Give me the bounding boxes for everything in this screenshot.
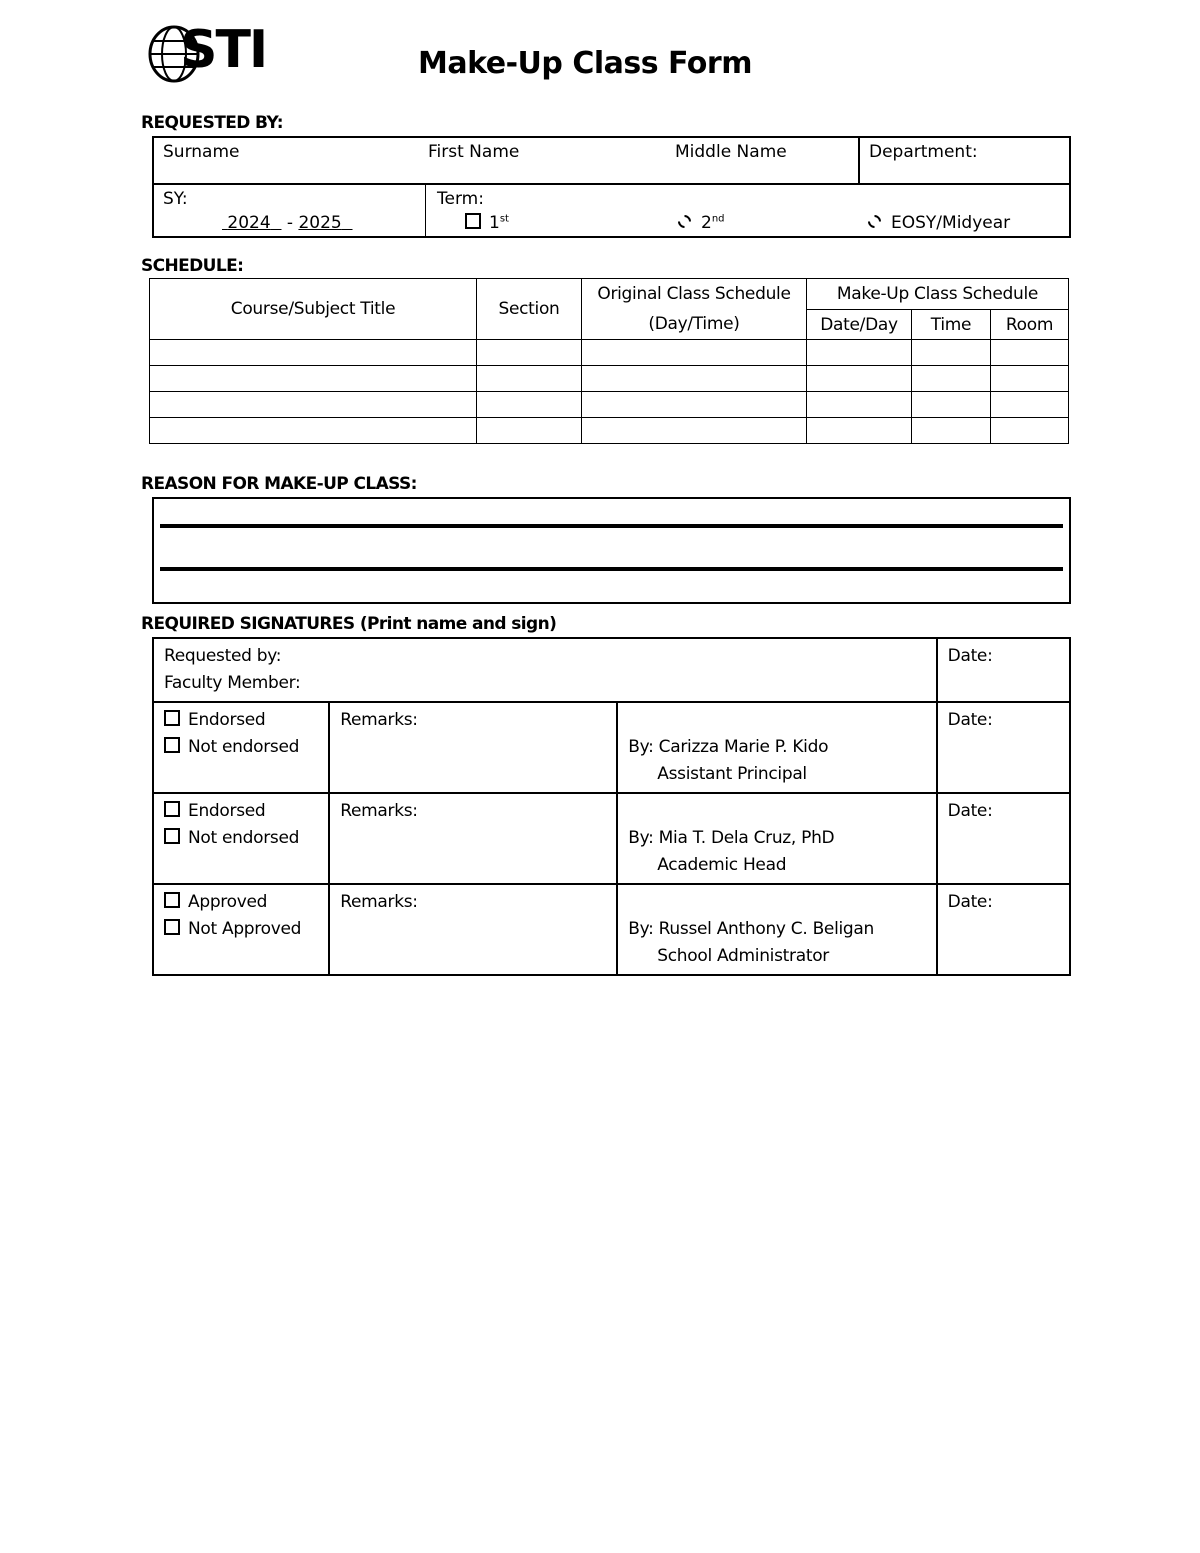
- schedule-cell[interactable]: [582, 340, 807, 366]
- reason-label: REASON FOR MAKE-UP CLASS:: [141, 474, 417, 494]
- header-course: Course/Subject Title: [150, 279, 477, 340]
- checkbox-icon[interactable]: [164, 892, 180, 908]
- signatures-label: REQUIRED SIGNATURES (Print name and sign): [141, 614, 557, 634]
- signatures-table: [152, 637, 1071, 976]
- not-endorsed-option[interactable]: Not endorsed: [164, 825, 318, 852]
- term-option-1st[interactable]: 1st: [465, 213, 509, 233]
- remarks-cell[interactable]: Remarks:: [329, 793, 617, 884]
- header-room: Room: [991, 310, 1069, 340]
- header-makeup: Make-Up Class Schedule: [807, 279, 1069, 310]
- schedule-cell[interactable]: [582, 366, 807, 392]
- schedule-cell[interactable]: [150, 366, 477, 392]
- schedule-cell[interactable]: [912, 340, 991, 366]
- requested-by-text: Requested by:: [164, 646, 282, 666]
- schedule-table: [149, 278, 1069, 444]
- header-time: Time: [912, 310, 991, 340]
- checkbox-icon[interactable]: [164, 737, 180, 753]
- checkbox-icon[interactable]: [164, 919, 180, 935]
- endorse-options: [153, 702, 329, 793]
- date-cell[interactable]: Date:: [937, 638, 1070, 702]
- remarks-cell[interactable]: Remarks:: [329, 884, 617, 975]
- reason-line: [160, 524, 1063, 528]
- approve-options: [153, 884, 329, 975]
- schedule-cell[interactable]: [150, 418, 477, 444]
- schedule-cell[interactable]: [150, 392, 477, 418]
- radio-icon[interactable]: [675, 212, 693, 230]
- signatory-role: Academic Head: [657, 855, 787, 875]
- endorsed-option[interactable]: Endorsed: [164, 707, 318, 734]
- first-name-label: First Name: [428, 142, 520, 162]
- schedule-cell[interactable]: [991, 340, 1069, 366]
- term-option-2nd[interactable]: 2nd: [678, 213, 725, 233]
- signatory-name: By: Carizza Marie P. Kido: [628, 737, 829, 757]
- department-label: Department:: [869, 142, 978, 162]
- signatory-role: School Administrator: [657, 946, 829, 966]
- schedule-cell[interactable]: [582, 392, 807, 418]
- signatory-cell: [617, 702, 936, 793]
- signatory-cell: [617, 793, 936, 884]
- sy-label: SY:: [163, 189, 188, 209]
- reason-box[interactable]: [152, 497, 1071, 604]
- schedule-cell[interactable]: [991, 392, 1069, 418]
- endorsed-option[interactable]: Endorsed: [164, 798, 318, 825]
- header-date-day: Date/Day: [807, 310, 912, 340]
- date-cell[interactable]: Date:: [937, 702, 1070, 793]
- radio-icon[interactable]: [865, 212, 883, 230]
- table-row: [150, 392, 1069, 418]
- checkbox-icon[interactable]: [465, 213, 481, 229]
- reason-line: [160, 567, 1063, 571]
- schedule-cell[interactable]: [807, 340, 912, 366]
- table-row: [150, 340, 1069, 366]
- signatory-name: By: Russel Anthony C. Beligan: [628, 919, 875, 939]
- schedule-cell[interactable]: [807, 418, 912, 444]
- schedule-cell[interactable]: [912, 366, 991, 392]
- checkbox-icon[interactable]: [164, 828, 180, 844]
- schedule-cell[interactable]: [477, 418, 582, 444]
- signatory-cell: [617, 884, 936, 975]
- signatory-role: Assistant Principal: [657, 764, 807, 784]
- requested-by-cell[interactable]: [153, 638, 937, 702]
- schedule-cell[interactable]: [477, 340, 582, 366]
- checkbox-icon[interactable]: [164, 710, 180, 726]
- not-endorsed-option[interactable]: Not endorsed: [164, 734, 318, 761]
- term-label: Term:: [437, 189, 484, 209]
- endorse-options: [153, 793, 329, 884]
- checkbox-icon[interactable]: [164, 801, 180, 817]
- schedule-cell[interactable]: [912, 418, 991, 444]
- date-cell[interactable]: Date:: [937, 793, 1070, 884]
- term-option-eosy[interactable]: EOSY/Midyear: [868, 213, 1010, 233]
- faculty-member-text: Faculty Member:: [164, 673, 301, 693]
- sy-start[interactable]: 2024: [227, 213, 271, 233]
- signature-row: [153, 793, 1070, 884]
- schedule-cell[interactable]: [477, 366, 582, 392]
- remarks-cell[interactable]: Remarks:: [329, 702, 617, 793]
- schedule-cell[interactable]: [991, 418, 1069, 444]
- schedule-cell[interactable]: [150, 340, 477, 366]
- schedule-cell[interactable]: [477, 392, 582, 418]
- table-row: [150, 366, 1069, 392]
- schedule-cell[interactable]: [991, 366, 1069, 392]
- schedule-cell[interactable]: [582, 418, 807, 444]
- sy-end[interactable]: 2025: [298, 213, 342, 233]
- logo-text: STI: [180, 20, 267, 80]
- page-title: Make-Up Class Form: [418, 46, 752, 81]
- signature-row: [153, 884, 1070, 975]
- schedule-cell[interactable]: [807, 392, 912, 418]
- signature-row: [153, 702, 1070, 793]
- schedule-cell[interactable]: [912, 392, 991, 418]
- signatory-name: By: Mia T. Dela Cruz, PhD: [628, 828, 835, 848]
- schedule-cell[interactable]: [807, 366, 912, 392]
- sy-value[interactable]: [222, 213, 353, 233]
- header-section: Section: [477, 279, 582, 340]
- table-row: [150, 418, 1069, 444]
- schedule-label: SCHEDULE:: [141, 256, 244, 276]
- middle-name-label: Middle Name: [675, 142, 787, 162]
- not-approved-option[interactable]: Not Approved: [164, 916, 318, 943]
- requested-by-label: REQUESTED BY:: [141, 113, 283, 133]
- date-cell[interactable]: Date:: [937, 884, 1070, 975]
- header-original: Original Class Schedule (Day/Time): [582, 279, 807, 340]
- approved-option[interactable]: Approved: [164, 889, 318, 916]
- sy-separator: -: [286, 213, 294, 233]
- surname-label: Surname: [163, 142, 240, 162]
- sti-logo: [148, 22, 272, 84]
